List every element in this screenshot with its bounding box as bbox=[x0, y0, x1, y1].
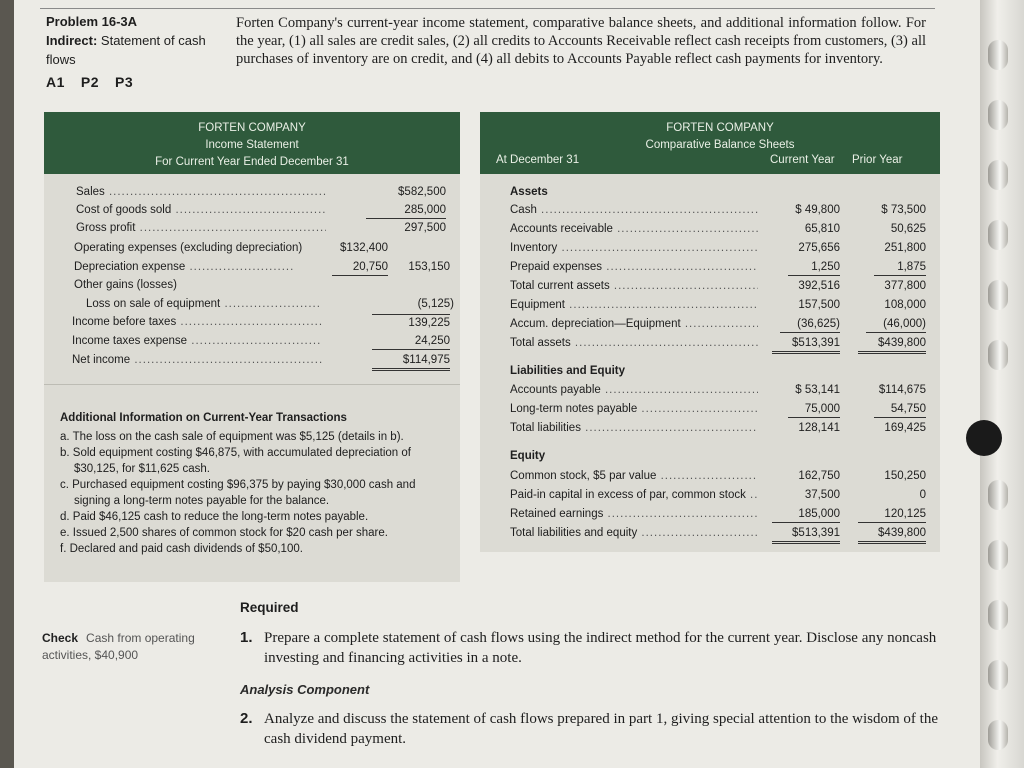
additional-item: f. Declared and paid cash dividends of $50,100. bbox=[60, 543, 303, 555]
problem-intro: Forten Company's current-year income statement, comparative balance sheets, and additional information follow. For the year, (1) all sales are credit sales, (2) all credits to Accounts Receivable reflect cash receipts from customers, (3) all purchases of inventory are on credit, and (4) all debits to Accounts Payable reflect cash payments for inventory. bbox=[236, 15, 926, 67]
additional-item: e. Issued 2,500 shares of common stock for $20 cash per share. bbox=[60, 527, 388, 539]
problem-topic: Indirect: Statement of cash flows bbox=[46, 33, 206, 67]
bs-row: Cash ..... $ 49,800 $ 73,500 bbox=[510, 202, 930, 218]
question-2: 2. Analyze and discuss the statement of cash flows prepared in part 1, giving special attention to the wisdom of the cash dividend payment. bbox=[240, 710, 938, 747]
is-row: Depreciation expense ..... 20,750 153,150 bbox=[74, 259, 454, 275]
is-row: Net income ..... $114,975 bbox=[72, 352, 452, 368]
is-row: Gross profit ..... 297,500 bbox=[76, 220, 456, 236]
is-row: Loss on sale of equipment ..... (5,125) bbox=[86, 296, 456, 312]
bs-row: Total liabilities and equity ..... $513,391 $439,800 bbox=[510, 525, 930, 541]
bs-row: Total liabilities ..... 128,141 169,425 bbox=[510, 420, 930, 436]
problem-label bbox=[46, 12, 226, 92]
is-row: Other gains (losses) bbox=[74, 279, 177, 291]
bs-row: Total current assets ..... 392,516 377,800 bbox=[510, 278, 930, 294]
bs-section: Assets bbox=[510, 186, 548, 198]
required-heading: Required bbox=[240, 600, 299, 615]
divider bbox=[44, 384, 460, 385]
learning-objectives: A1 P2 P3 bbox=[46, 74, 134, 90]
bs-row: Long-term notes payable ..... 75,000 54,750 bbox=[510, 401, 930, 417]
additional-item: a. The loss on the cash sale of equipment was $5,125 (details in b). bbox=[60, 431, 404, 443]
is-row: Cost of goods sold ..... 285,000 bbox=[76, 202, 456, 218]
additional-item: c. Purchased equipment costing $96,375 by paying $30,000 cash and signing a long-term notes payable for the balance. bbox=[60, 479, 416, 507]
bs-row: Accounts receivable ..... 65,810 50,625 bbox=[510, 221, 930, 237]
problem-number: Problem 16-3A bbox=[46, 14, 138, 29]
bs-section: Equity bbox=[510, 450, 546, 462]
top-rule bbox=[40, 8, 935, 9]
balance-sheets bbox=[480, 112, 940, 552]
bs-row: Equipment ..... 157,500 108,000 bbox=[510, 297, 930, 313]
bs-row: Common stock, $5 par value ..... 162,750 150,250 bbox=[510, 468, 930, 484]
question-1: 1. Prepare a complete statement of cash flows using the indirect method for the current year. Disclose any noncash investing and financing activities in a note. bbox=[240, 629, 937, 666]
additional-info-title: Additional Information on Current-Year Transactions bbox=[60, 412, 347, 424]
balance-header: FORTEN COMPANY Comparative Balance Sheets At December 31 Current Year Prior Year bbox=[480, 112, 940, 174]
check-figure: Check Cash from operating activities, $40,900 bbox=[42, 631, 195, 662]
bs-row: Accounts payable ..... $ 53,141 $114,675 bbox=[510, 382, 930, 398]
additional-item: d. Paid $46,125 cash to reduce the long-term notes payable. bbox=[60, 511, 369, 523]
income-header: FORTEN COMPANY Income Statement For Current Year Ended December 31 bbox=[44, 112, 460, 174]
additional-info bbox=[60, 410, 440, 557]
bs-row: Retained earnings ..... 185,000 120,125 bbox=[510, 506, 930, 522]
bs-row: Total assets ..... $513,391 $439,800 bbox=[510, 335, 930, 351]
bs-row: Prepaid expenses ..... 1,250 1,875 bbox=[510, 259, 930, 275]
bs-row: Inventory ..... 275,656 251,800 bbox=[510, 240, 930, 256]
bs-section: Liabilities and Equity bbox=[510, 365, 626, 377]
is-row: Operating expenses (excluding depreciation) $132,400 bbox=[74, 242, 388, 254]
hole-punch bbox=[966, 420, 1002, 456]
is-row: Income before taxes ..... 139,225 bbox=[72, 314, 452, 330]
bs-row: Paid-in capital in excess of par, common stock ..... 37,500 0 bbox=[510, 487, 930, 503]
spiral-binding bbox=[980, 0, 1024, 768]
additional-item: b. Sold equipment costing $46,875, with accumulated depreciation of $30,125, for $11,625 cash. bbox=[60, 447, 411, 475]
is-row: Sales ..... $582,500 bbox=[76, 184, 456, 200]
bs-row: Accum. depreciation—Equipment ..... (36,625) (46,000) bbox=[510, 316, 930, 332]
is-row: Income taxes expense ..... 24,250 bbox=[72, 333, 452, 349]
analysis-heading: Analysis Component bbox=[240, 682, 370, 697]
